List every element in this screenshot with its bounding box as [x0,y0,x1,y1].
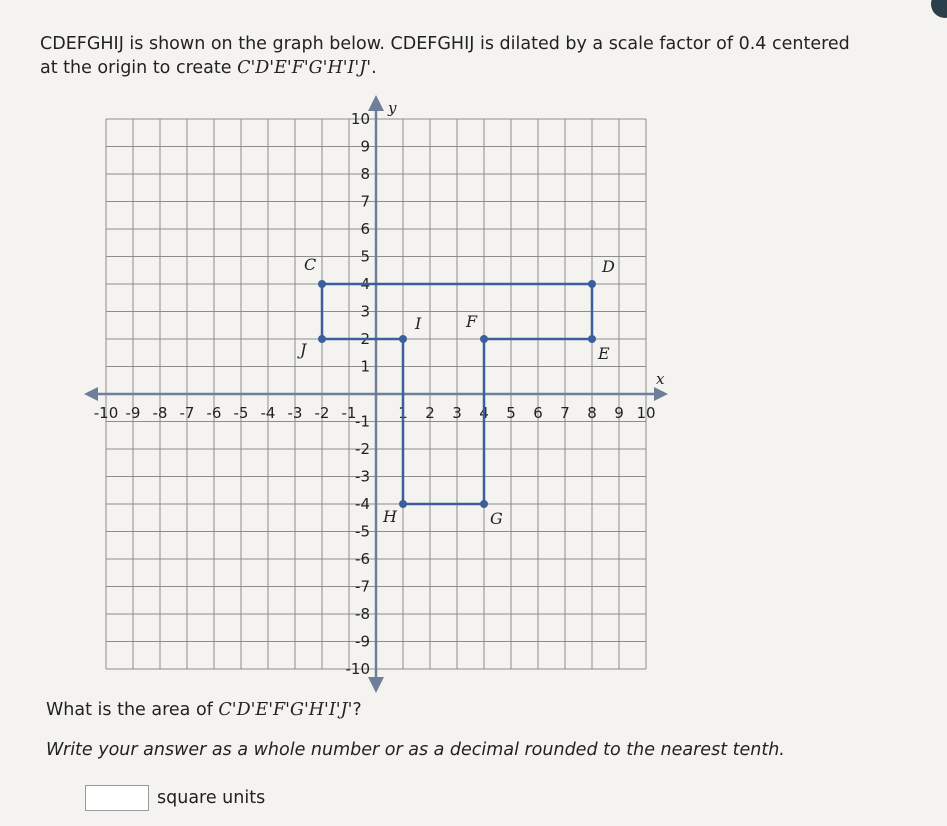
point-labels [297,255,615,528]
vertex-label: F [466,312,478,331]
y-axis-label: y [388,99,397,117]
question-suffix: ? [352,700,362,720]
vertex-label: E [598,344,610,363]
x-tick-label: -6 [206,404,222,422]
question-prefix: What is the area of [46,700,219,720]
question-polygon-name: C'D'E'F'G'H'I'J' [218,700,353,720]
x-tick-label: 6 [533,404,543,422]
vertex-label: G [490,509,503,528]
x-tick-label: -2 [314,404,330,422]
y-tick-label: 10 [350,110,370,128]
statement-line-2: at the origin to create [40,58,238,78]
y-tick-label: 4 [360,275,370,293]
x-tick-label: 4 [479,404,489,422]
x-axis-label: x [656,370,665,388]
vertex-label: H [383,507,397,526]
image-polygon-name: C'D'E'F'G'H'I'J' [237,58,372,78]
axes [84,95,668,693]
y-tick-label: -10 [345,660,370,678]
statement-period: . [371,58,377,78]
x-tick-label: 9 [614,404,624,422]
y-tick-label: 8 [360,165,370,183]
x-tick-label: -1 [341,404,357,422]
y-axis-arrow-up [368,95,384,111]
x-tick-label: 8 [587,404,597,422]
x-tick-label: 2 [425,404,435,422]
y-tick-label: -4 [355,495,370,513]
y-axis-arrow-down [368,677,384,693]
vertex-label: D [602,257,615,276]
vertex-point [588,335,596,343]
vertex-label: I [415,314,422,333]
x-tick-label: 10 [636,404,656,422]
y-tick-label: 2 [360,330,370,348]
x-tick-label: -9 [125,404,141,422]
x-tick-label: -7 [179,404,195,422]
y-tick-label: 6 [360,220,370,238]
y-tick-label: 9 [360,137,370,156]
y-tick-label: -9 [355,632,370,651]
y-tick-label: 1 [360,357,370,376]
answer-input[interactable] [85,785,149,811]
vertex-point [318,280,326,288]
area-question [46,700,362,720]
x-tick-label: -5 [233,404,249,422]
y-tick-label: 5 [360,247,370,266]
x-tick-label: -3 [287,404,303,422]
vertex-point [399,500,407,508]
x-tick-label: 3 [452,404,462,422]
x-tick-label: -8 [152,404,168,422]
y-tick-label: -2 [355,440,370,458]
y-tick-label: -3 [355,467,370,486]
y-tick-label: -5 [355,522,370,541]
x-tick-label: -10 [93,404,119,422]
vertex-point [399,335,407,343]
vertex-point [588,280,596,288]
y-tick-label: -1 [355,412,370,431]
statement-line-1: CDEFGHIJ is shown on the graph below. CDEFGHIJ is dilated by a scale factor of 0.4 centered [40,34,850,54]
x-tick-label: -4 [260,404,276,422]
y-tick-label: 3 [360,302,370,321]
answer-row [85,785,265,811]
vertex-point [480,500,488,508]
x-tick-label: 1 [398,404,408,422]
y-tick-label: -8 [355,605,370,623]
x-tick-label: 7 [560,404,570,422]
x-axis-arrow-left [84,387,98,401]
answer-unit-label: square units [157,788,266,808]
y-tick-label: -6 [355,550,370,568]
x-tick-label: 5 [506,404,516,422]
problem-statement [40,32,920,80]
vertex-point [318,335,326,343]
vertex-point [480,335,488,343]
tick-labels [94,99,665,678]
y-tick-label: 7 [360,192,370,211]
y-tick-label: -7 [355,577,370,596]
answer-instruction: Write your answer as a whole number or as a decimal rounded to the nearest tenth. [46,740,785,760]
vertex-label: J [300,340,307,359]
x-axis-arrow-right [654,387,668,401]
vertex-label: C [304,255,317,274]
